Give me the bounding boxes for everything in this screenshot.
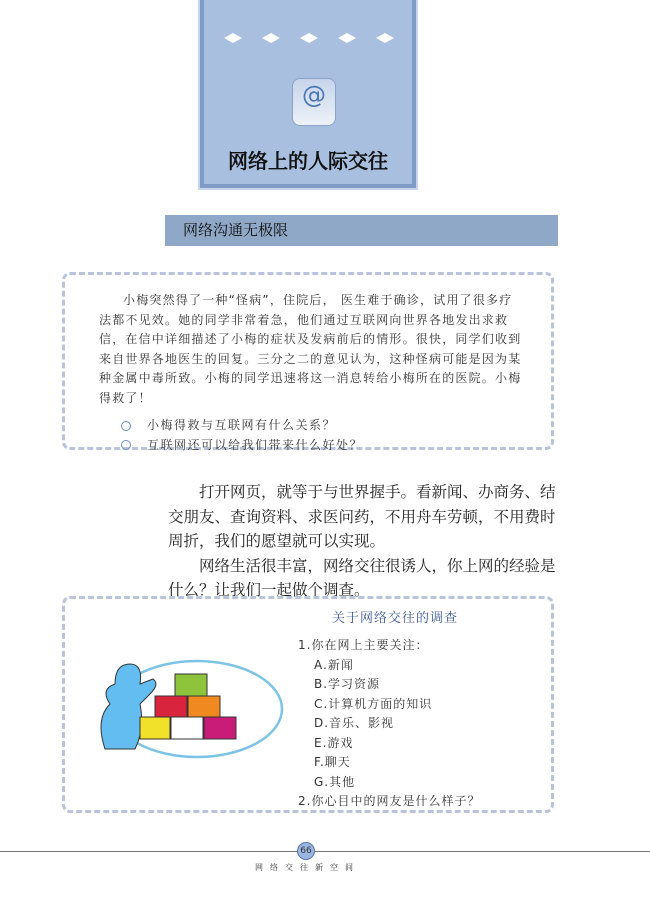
- book-title: 网络交往新空间: [255, 863, 360, 872]
- circle-bullet-icon: [121, 440, 131, 450]
- survey-option: C.计算机方面的知识: [314, 696, 433, 711]
- story-text: 小梅突然得了一种“怪病”，住院后， 医生难于确诊，试用了很多疗法都不见效。她的同学非常着急，他们通过互联网向世界各地发出求救信，在信中详细描述了小梅的症状及发病前后的情形。很快，同学们收到来自世界各地医生的回复。三分之二的意见认为，这种怪病可能是因为某种金属中毒所致。小梅的同学迅速将这一消息转给小梅所在的医院。小梅得救了！: [99, 293, 522, 405]
- survey-title: 关于网络交往的调查: [332, 611, 459, 626]
- paragraph: 打开网页，就等于与世界握手。看新闻、办商务、结交朋友、查询资料、求医问药，不用舟车劳顿，不用费时周折，我们的愿望就可以实现。: [168, 483, 556, 550]
- survey-option: G.其他: [314, 774, 356, 789]
- question-item: [121, 416, 525, 436]
- survey-option: B.学习资源: [314, 677, 381, 691]
- diamond-icon: [376, 33, 394, 43]
- chapter-banner: [200, 0, 416, 188]
- body-text: [168, 480, 558, 603]
- footer-divider: [0, 851, 650, 852]
- diamond-icon: [338, 33, 356, 43]
- character-with-blocks-illustration: [85, 649, 285, 769]
- question-text: 小梅得救与互联网有什么关系？: [147, 418, 337, 432]
- section-heading: 网络沟通无极限: [165, 215, 558, 246]
- diamond-icon: [262, 33, 280, 43]
- survey: [298, 607, 480, 812]
- survey-question: 2.你心目中的网友是什么样子？: [298, 794, 481, 808]
- survey-option: F.聊天: [314, 755, 351, 769]
- diamond-icon: [224, 33, 242, 43]
- chapter-title: 网络上的人际交往: [228, 149, 388, 173]
- paragraph: 网络生活很丰富，网络交往很诱人，你上网的经验是什么？让我们一起做个调查。: [168, 556, 556, 599]
- survey-box: [62, 596, 554, 813]
- survey-option: D.音乐、影视: [314, 716, 395, 730]
- at-key-icon: @: [292, 78, 336, 126]
- diamond-icon: [300, 33, 318, 43]
- question-text: 互联网还可以给我们带来什么好处？: [147, 437, 364, 452]
- question-item: [121, 436, 525, 456]
- circle-bullet-icon: [121, 421, 131, 431]
- page-number: 66: [297, 842, 315, 860]
- story-box: [62, 272, 554, 450]
- diamond-decoration: [224, 33, 394, 43]
- survey-option: A.新闻: [314, 657, 354, 672]
- survey-option: E.游戏: [314, 735, 354, 750]
- survey-question: 1.你在网上主要关注：: [298, 638, 429, 652]
